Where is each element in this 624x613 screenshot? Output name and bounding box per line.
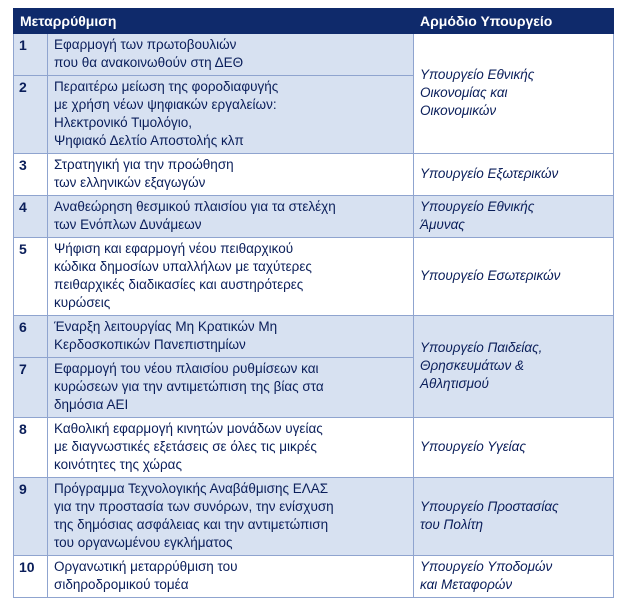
ministry-line: Αθλητισμού (420, 376, 489, 391)
reform-line: των Ενόπλων Δυνάμεων (54, 217, 202, 232)
table-header-row (14, 9, 614, 34)
ministry-cell (414, 154, 614, 196)
ministry-cell (414, 418, 614, 478)
ministry-line: Άμυνας (420, 217, 465, 232)
ministry-cell (414, 196, 614, 238)
reforms-table-container (13, 8, 613, 598)
reform-line: Αναθεώρηση θεσμικού πλαισίου για τα στελέχη (54, 199, 336, 214)
reform-line: Ηλεκτρονικό Τιμολόγιο, (54, 115, 192, 130)
reform-cell (48, 238, 414, 316)
reform-cell (48, 34, 414, 76)
header-reform: Μεταρρύθμιση (14, 9, 414, 34)
table-row (14, 34, 614, 76)
reform-line: Εφαρμογή του νέου πλαισίου ρυθμίσεων και (54, 361, 319, 376)
row-number: 2 (14, 76, 48, 154)
row-number: 10 (14, 556, 48, 598)
ministry-cell (414, 556, 614, 598)
ministry-line: Οικονομικών (420, 103, 497, 118)
reform-cell (48, 196, 414, 238)
ministry-line: του Πολίτη (420, 517, 484, 532)
reform-line: για την προστασία των συνόρων, την ενίσχυση (54, 499, 334, 514)
table-row (14, 196, 614, 238)
reform-line: Έναρξη λειτουργίας Μη Κρατικών Μη (54, 319, 278, 334)
ministry-line: Θρησκευμάτων & (420, 358, 524, 373)
reform-line: Στρατηγική για την προώθηση (54, 157, 234, 172)
reform-line: κυρώσεων για την αντιμετώπιση της βίας στα (54, 379, 324, 394)
reform-line: με χρήση νέων ψηφιακών εργαλείων: (54, 97, 277, 112)
table-row (14, 154, 614, 196)
reforms-table (13, 8, 614, 598)
row-number: 3 (14, 154, 48, 196)
ministry-line: και Μεταφορών (420, 577, 513, 592)
ministry-cell (414, 34, 614, 154)
reform-cell (48, 76, 414, 154)
reform-line: Πρόγραμμα Τεχνολογικής Αναβάθμισης ΕΛΑΣ (54, 481, 329, 496)
table-row (14, 418, 614, 478)
ministry-cell (414, 478, 614, 556)
header-ministry: Αρμόδιο Υπουργείο (414, 9, 614, 34)
table-row (14, 556, 614, 598)
reform-line: του οργανωμένου εγκλήματος (54, 535, 233, 550)
table-row (14, 238, 614, 316)
reform-cell (48, 478, 414, 556)
reform-line: Καθολική εφαρμογή κινητών μονάδων υγείας (54, 421, 323, 436)
row-number: 4 (14, 196, 48, 238)
reform-line: Ψήφιση και εφαρμογή νέου πειθαρχικού (54, 241, 294, 256)
ministry-line: Υπουργείο Υποδομών (420, 559, 553, 574)
ministry-line: Υπουργείο Υγείας (420, 439, 526, 454)
ministry-line: Υπουργείο Εθνικής (420, 199, 535, 214)
table-row (14, 316, 614, 358)
reform-line: Κερδοσκοπικών Πανεπιστημίων (54, 337, 246, 352)
reform-line: σιδηροδρομικού τομέα (54, 577, 189, 592)
reform-cell (48, 556, 414, 598)
reform-line: κοινότητες της χώρας (54, 457, 182, 472)
reform-line: της δημόσιας ασφάλειας και την αντιμετώπιση (54, 517, 329, 532)
row-number: 5 (14, 238, 48, 316)
reform-cell (48, 316, 414, 358)
row-number: 9 (14, 478, 48, 556)
reform-line: Εφαρμογή των πρωτοβουλιών (54, 37, 237, 52)
ministry-cell (414, 316, 614, 418)
reform-line: πειθαρχικές διαδικασίες και αυστηρότερες (54, 277, 304, 292)
reform-line: με διαγνωστικές εξετάσεις σε όλες τις μικρές (54, 439, 317, 454)
reform-line: κυρώσεις (54, 295, 111, 310)
ministry-cell (414, 238, 614, 316)
reform-line: Περαιτέρω μείωση της φοροδιαφυγής (54, 79, 279, 94)
row-number: 6 (14, 316, 48, 358)
ministry-line: Υπουργείο Εθνικής (420, 67, 535, 82)
ministry-line: Υπουργείο Παιδείας, (420, 340, 543, 355)
reform-cell (48, 154, 414, 196)
reform-cell (48, 358, 414, 418)
ministry-line: Υπουργείο Εξωτερικών (420, 166, 559, 181)
table-row (14, 478, 614, 556)
row-number: 1 (14, 34, 48, 76)
ministry-line: Υπουργείο Εσωτερικών (420, 268, 561, 283)
row-number: 7 (14, 358, 48, 418)
reform-line: που θα ανακοινωθούν στη ΔΕΘ (54, 55, 244, 70)
reform-line: Οργανωτική μεταρρύθμιση του (54, 559, 238, 574)
reform-line: κώδικα δημοσίων υπαλλήλων με ταχύτερες (54, 259, 312, 274)
row-number: 8 (14, 418, 48, 478)
ministry-line: Οικονομίας και (420, 85, 508, 100)
ministry-line: Υπουργείο Προστασίας (420, 499, 559, 514)
reform-line: δημόσια ΑΕΙ (54, 397, 129, 412)
reform-line: Ψηφιακό Δελτίο Αποστολής κλπ (54, 133, 244, 148)
reform-cell (48, 418, 414, 478)
reform-line: των ελληνικών εξαγωγών (54, 175, 206, 190)
